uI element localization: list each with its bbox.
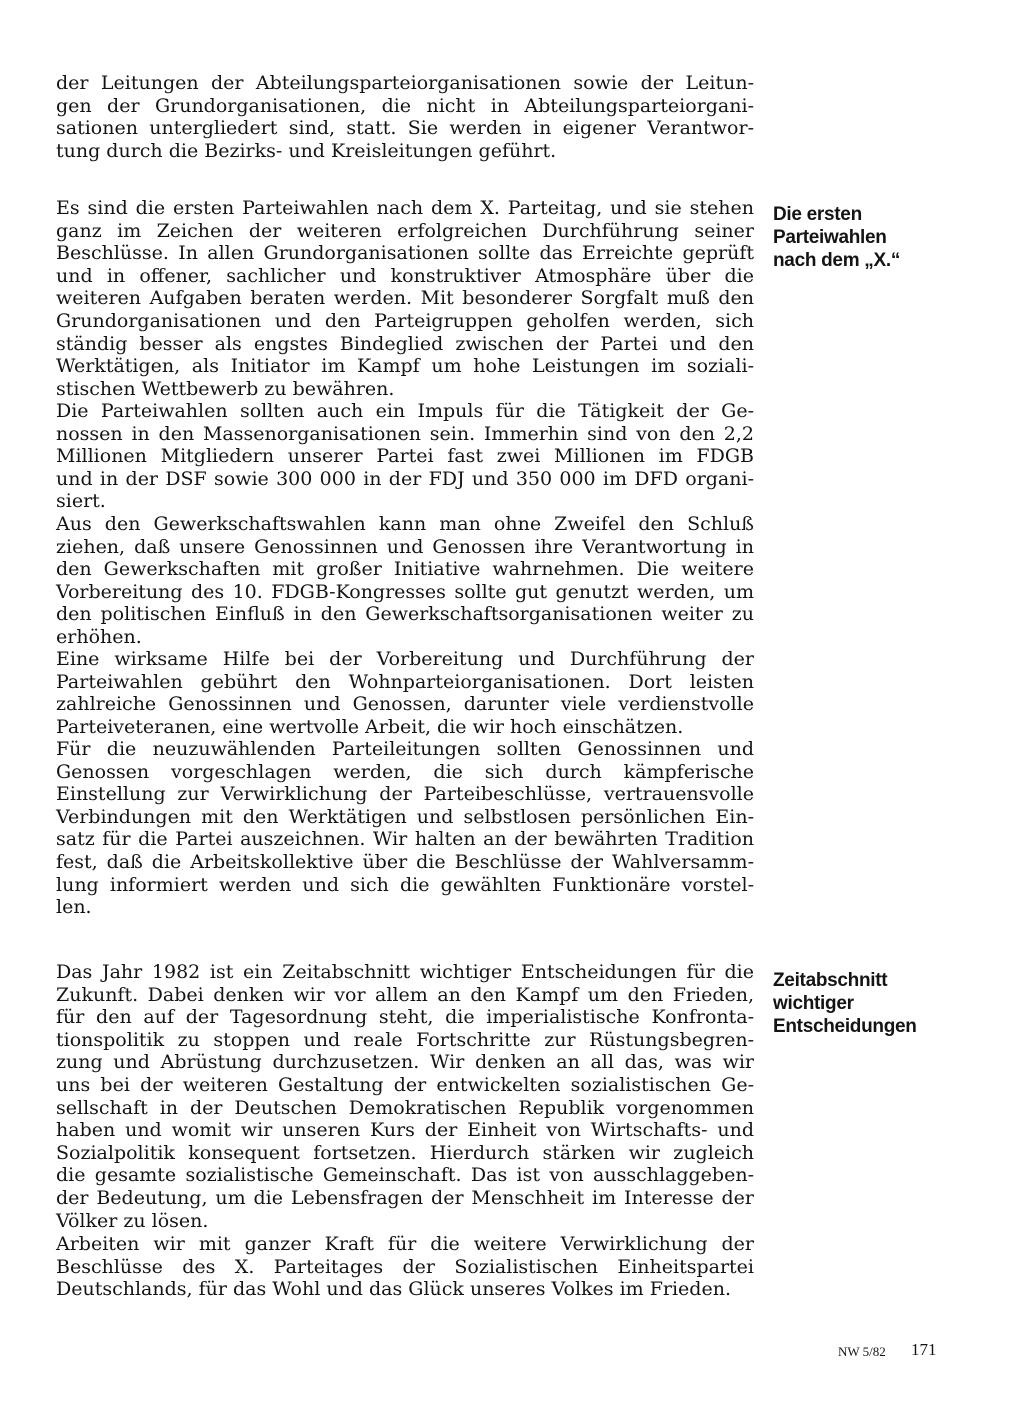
text-line: satz für die Partei auszeichnen. Wir halten an der bewährten Tradition	[56, 828, 754, 851]
text-line: Beschlüsse des X. Parteitages der Sozialistischen Einheitspartei	[56, 1255, 754, 1278]
text-line: Sozialpolitik konsequent fortsetzen. Hierdurch stärken wir zugleich	[56, 1141, 754, 1164]
margin-note-first-elections	[773, 203, 973, 272]
text-line: der Bedeutung, um die Lebensfragen der Menschheit im Interesse der	[56, 1186, 754, 1209]
text-line: Parteiwahlen gebührt den Wohnparteiorganisationen. Dort leisten	[56, 670, 754, 693]
text-line: und in der DSF sowie 300 000 in der FDJ und 350 000 im DFD organi-	[56, 467, 754, 490]
text-line: ziehen, daß unsere Genossinnen und Genossen ihre Verantwortung in	[56, 535, 754, 558]
text-line: Völker zu lösen.	[56, 1209, 209, 1232]
text-line: Beschlüsse. In allen Grundorganisationen sollte das Erreichte geprüft	[56, 242, 754, 265]
text-line: ganz im Zeichen der weiteren erfolgreichen Durchführung seiner	[56, 219, 754, 242]
paragraph-1	[56, 72, 754, 162]
paragraph-5	[56, 648, 754, 738]
text-line: den Gewerkschaften mit großer Initiative wahrnehmen. Die weitere	[56, 558, 754, 581]
text-line: Einstellung zur Verwirklichung der Parteibeschlüsse, vertrauensvolle	[56, 783, 754, 806]
text-line: stischen Wettbewerb zu bewähren.	[56, 377, 395, 400]
text-line: len.	[56, 896, 92, 919]
margin-note-line: Zeitabschnitt	[773, 970, 888, 991]
text-line: Für die neuzuwählenden Parteileitungen sollten Genossinnen und	[56, 738, 754, 760]
text-line: Werktätigen, als Initiator im Kampf um hohe Leistungen im soziali-	[56, 355, 754, 378]
text-line: zung und Abrüstung durchzusetzen. Wir denken an all das, was wir	[56, 1051, 754, 1074]
margin-note-line: Parteiwahlen	[773, 227, 887, 248]
text-line: Verbindungen mit den Werktätigen und selbstlosen persönlichen Ein-	[56, 805, 754, 828]
paragraph-7	[56, 961, 754, 1232]
text-line: Deutschlands, für das Wohl und das Glück unseres Volkes im Frieden.	[56, 1278, 731, 1301]
text-line: Es sind die ersten Parteiwahlen nach dem X. Parteitag, und sie stehen	[56, 197, 754, 219]
page-number: 171	[911, 1340, 937, 1359]
paragraph-2	[56, 197, 754, 400]
text-line: Arbeiten wir mit ganzer Kraft für die weitere Verwirklichung der	[56, 1233, 754, 1255]
margin-note-line: nach dem „X.“	[773, 250, 901, 271]
margin-note-line: wichtiger	[773, 993, 854, 1014]
text-line: Parteiveteranen, eine wertvolle Arbeit, die wir hoch einschätzen.	[56, 715, 684, 738]
text-line: die gesamte sozialistische Gemeinschaft. Das ist von ausschlaggeben-	[56, 1164, 754, 1187]
text-line: Eine wirksame Hilfe bei der Vorbereitung und Durchführung der	[56, 648, 754, 670]
paragraph-4	[56, 513, 754, 649]
text-line: haben und womit wir unseren Kurs der Einheit von Wirtschafts- und	[56, 1119, 754, 1142]
text-line: zahlreiche Genossinnen und Genossen, darunter viele verdienstvolle	[56, 693, 754, 716]
text-line: Vorbereitung des 10. FDGB-Kongresses sollte gut genutzt werden, um	[56, 580, 754, 603]
text-line: ständig besser als engstes Bindeglied zwischen der Partei und den	[56, 332, 754, 355]
text-line: Genossen vorgeschlagen werden, die sich durch kämpferische	[56, 760, 754, 783]
paragraph-6	[56, 738, 754, 919]
text-line: fest, daß die Arbeitskollektive über die Beschlüsse der Wahlversamm-	[56, 850, 754, 873]
text-line: der Leitungen der Abteilungsparteiorganisationen sowie der Leitun-	[56, 72, 754, 94]
paragraph-8	[56, 1233, 754, 1301]
text-line: weiteren Aufgaben beraten werden. Mit besonderer Sorgfalt muß den	[56, 287, 754, 310]
text-line: Grundorganisationen und den Parteigruppen geholfen werden, sich	[56, 309, 754, 332]
margin-note-line: Die ersten	[773, 204, 862, 225]
text-line: lung informiert werden und sich die gewählten Funktionäre vorstel-	[56, 873, 754, 896]
text-line: den politischen Einfluß in den Gewerkschaftsorganisationen weiter zu	[56, 603, 754, 626]
text-line: und in offener, sachlicher und konstruktiver Atmosphäre über die	[56, 264, 754, 287]
text-line: erhöhen.	[56, 625, 142, 648]
text-line: tung durch die Bezirks- und Kreisleitungen geführt.	[56, 139, 557, 162]
text-line: nossen in den Massenorganisationen sein. Immerhin sind von den 2,2	[56, 422, 754, 445]
margin-note-decisions	[773, 969, 973, 1038]
text-line: uns bei der weiteren Gestaltung der entwickelten sozialistischen Ge-	[56, 1073, 754, 1096]
text-line: Zukunft. Dabei denken wir vor allem an den Kampf um den Frieden,	[56, 983, 754, 1006]
journal-code: NW 5/82	[838, 1344, 886, 1359]
text-line: für den auf der Tagesordnung steht, die imperialistische Konfronta-	[56, 1006, 754, 1029]
text-line: Aus den Gewerkschaftswahlen kann man ohne Zweifel den Schluß	[56, 513, 754, 535]
text-line: sellschaft in der Deutschen Demokratischen Republik vorgenommen	[56, 1096, 754, 1119]
paragraph-3	[56, 400, 754, 513]
text-line: Das Jahr 1982 ist ein Zeitabschnitt wichtiger Entscheidungen für die	[56, 961, 754, 983]
text-line: siert.	[56, 490, 106, 513]
text-line: Die Parteiwahlen sollten auch ein Impuls für die Tätigkeit der Ge-	[56, 400, 754, 422]
text-line: gen der Grundorganisationen, die nicht in Abteilungsparteiorgani-	[56, 94, 754, 117]
text-line: Millionen Mitgliedern unserer Partei fast zwei Millionen im FDGB	[56, 445, 754, 468]
text-line: tionspolitik zu stoppen und reale Fortschritte zur Rüstungsbegren-	[56, 1028, 754, 1051]
margin-note-line: Entscheidungen	[773, 1016, 917, 1037]
text-line: sationen untergliedert sind, statt. Sie werden in eigener Verantwor-	[56, 117, 754, 140]
